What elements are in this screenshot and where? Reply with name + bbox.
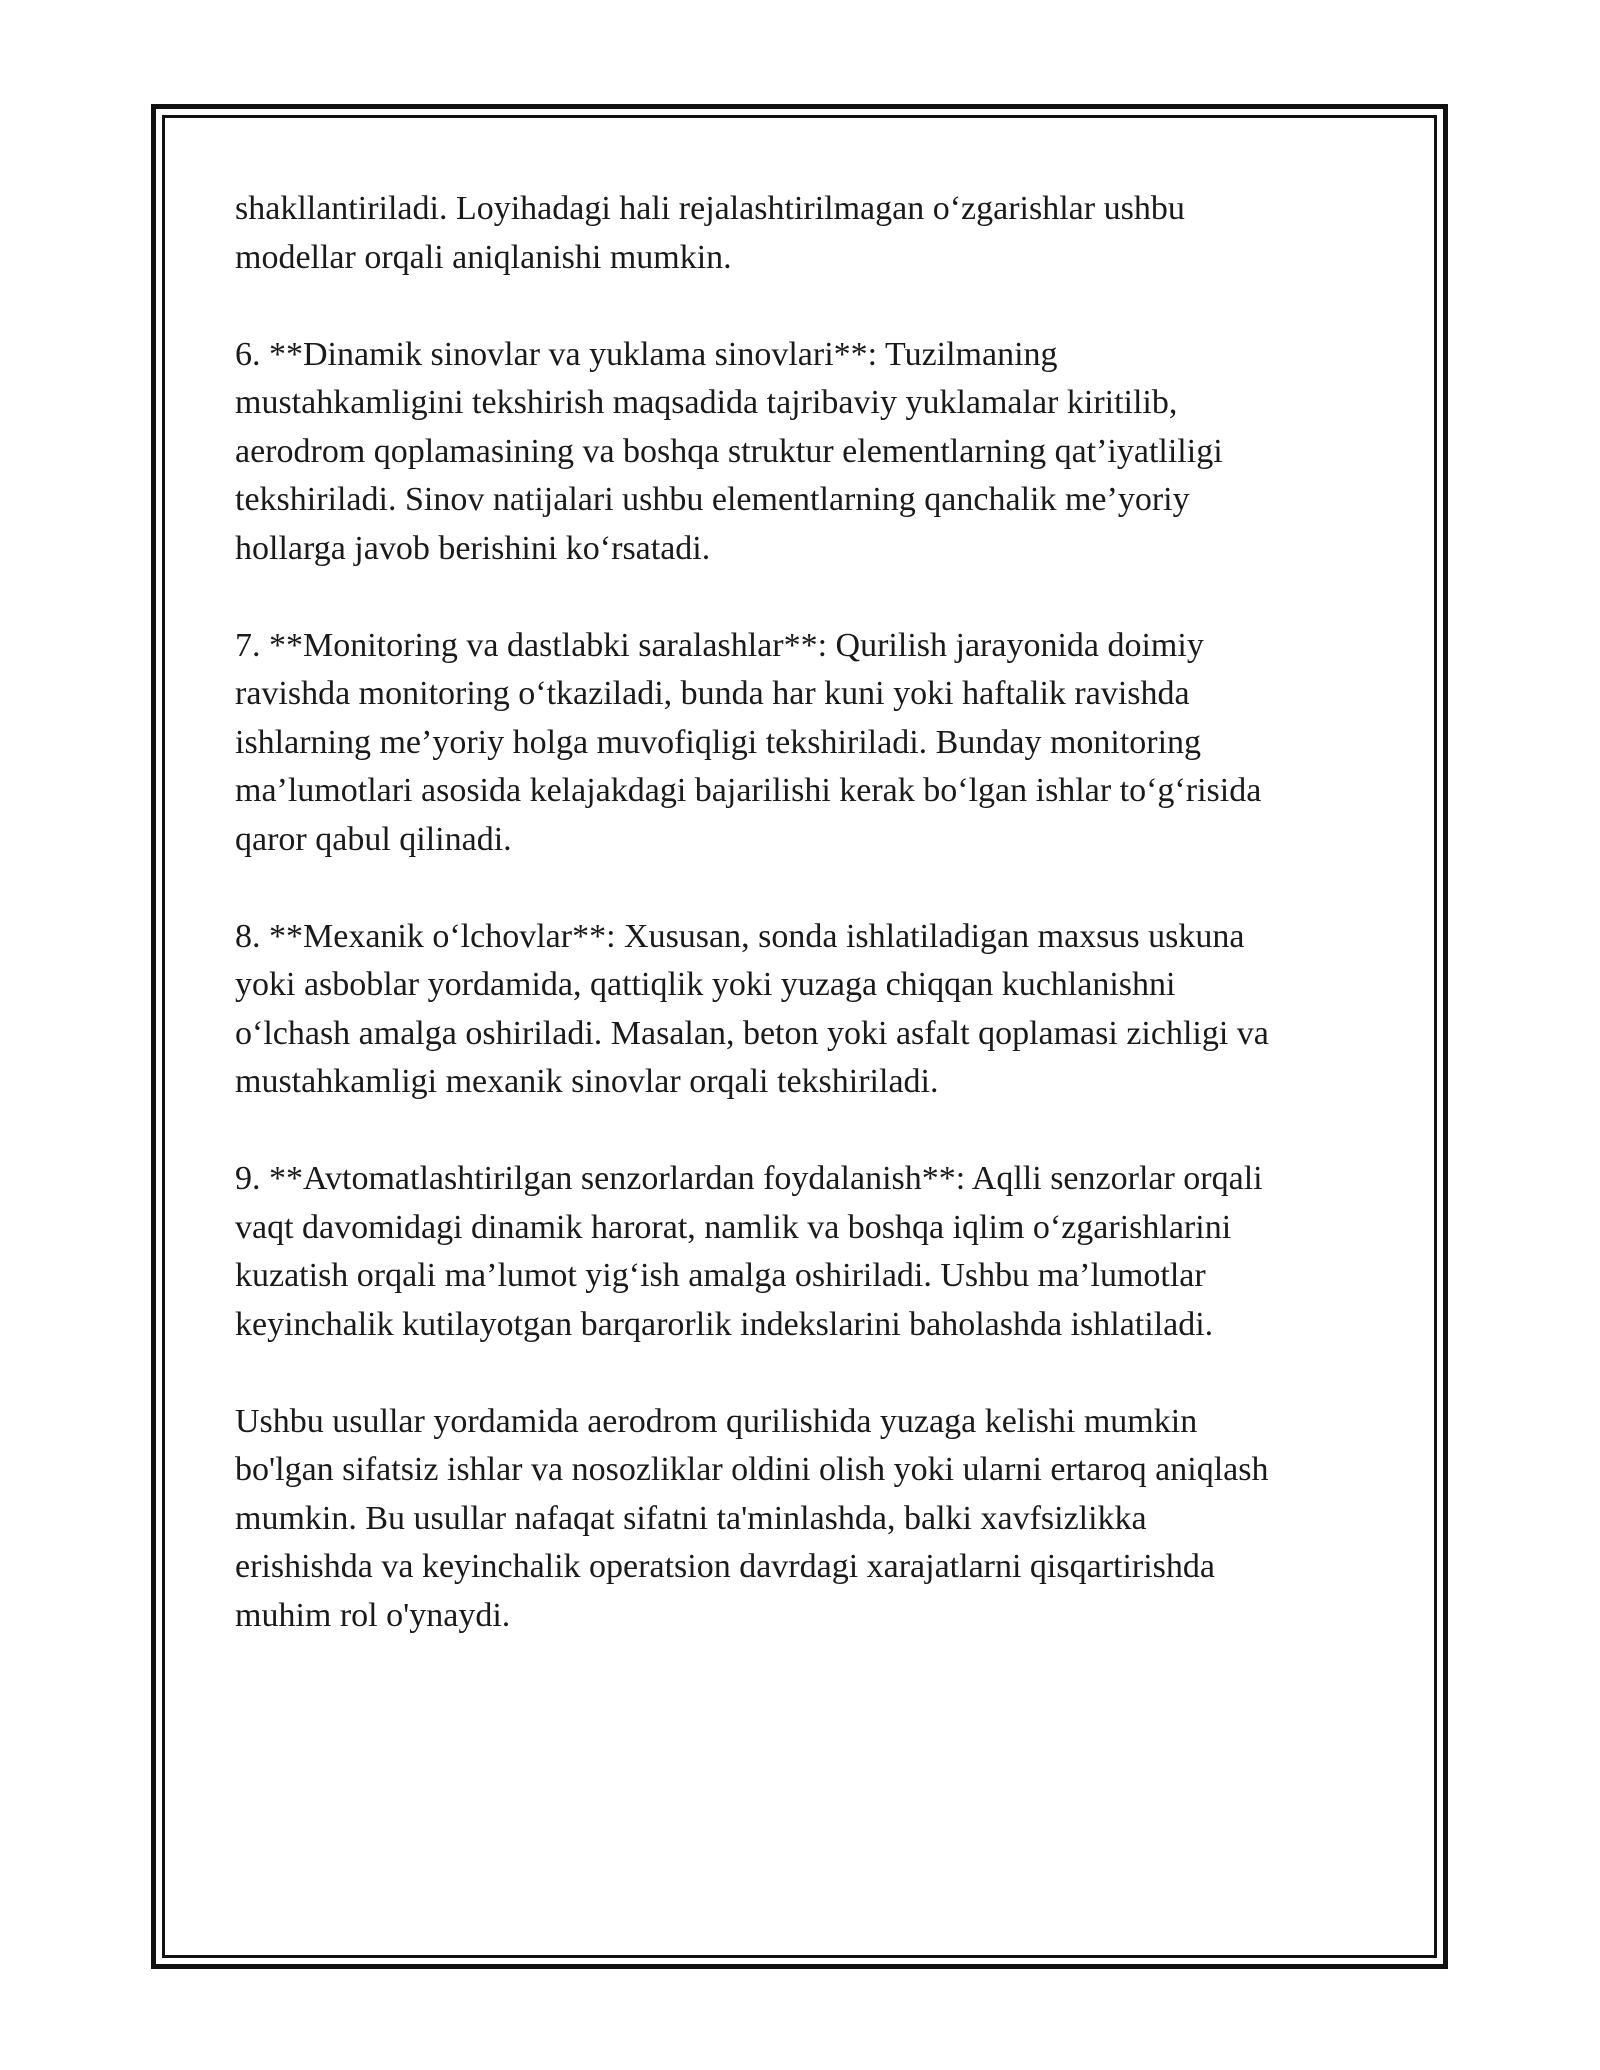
paragraph-item-7: 7. **Monitoring va dastlabki saralashlar**: Qurilish jarayonida doimiy ravishda monitoring o‘tkaziladi, bunda har kuni yoki haftalik ravishda ishlarning me’yoriy holga muvofiqligi tekshiriladi. Bunday monitoring ma’lumotlari asosida kelajakdagi bajarilishi kerak bo‘lgan ishlar to‘g‘risida qaror qabul qilinadi.	[235, 626, 1262, 858]
document-body	[235, 185, 1360, 1689]
paragraph-conclusion: Ushbu usullar yordamida aerodrom qurilishida yuzaga kelishi mumkin bo'lgan sifatsiz ishlar va nosozliklar oldini olish yoki ularni ertaroq aniqlash mumkin. Bu usullar nafaqat sifatni ta'minlashda, balki xavfsizlikka erishishda va keyinchalik operatsion davrdagi xarajatlarni qisqartirishda muhim rol o'ynaydi.	[235, 1402, 1269, 1634]
paragraph-continuation: shakllantiriladi. Loyihadagi hali rejalashtirilmagan o‘zgarishlar ushbu modellar orqali aniqlanishi mumkin.	[235, 190, 1185, 276]
paragraph-item-9: 9. **Avtomatlashtirilgan senzorlardan foydalanish**: Aqlli senzorlar orqali vaqt davomidagi dinamik harorat, namlik va boshqa iqlim o‘zgarishlarini kuzatish orqali ma’lumot yig‘ish amalga oshiriladi. Ushbu ma’lumotlar keyinchalik kutilayotgan barqarorlik indekslarini baholashda ishlatiladi.	[235, 1160, 1263, 1343]
paragraph-item-6: 6. **Dinamik sinovlar va yuklama sinovlari**: Tuzilmaning mustahkamligini tekshirish maqsadida tajribaviy yuklamalar kiritilib, aerodrom qoplamasining va boshqa struktur elementlarning qat’iyatliligi tekshiriladi. Sinov natijalari ushbu elementlarning qanchalik me’yoriy hollarga javob berishini ko‘rsatadi.	[235, 335, 1223, 567]
paragraph-item-8: 8. **Mexanik o‘lchovlar**: Xususan, sonda ishlatiladigan maxsus uskuna yoki asboblar yordamida, qattiqlik yoki yuzaga chiqqan kuchlanishni o‘lchash amalga oshiriladi. Masalan, beton yoki asfalt qoplamasi zichligi va mustahkamligi mexanik sinovlar orqali tekshiriladi.	[235, 917, 1269, 1100]
